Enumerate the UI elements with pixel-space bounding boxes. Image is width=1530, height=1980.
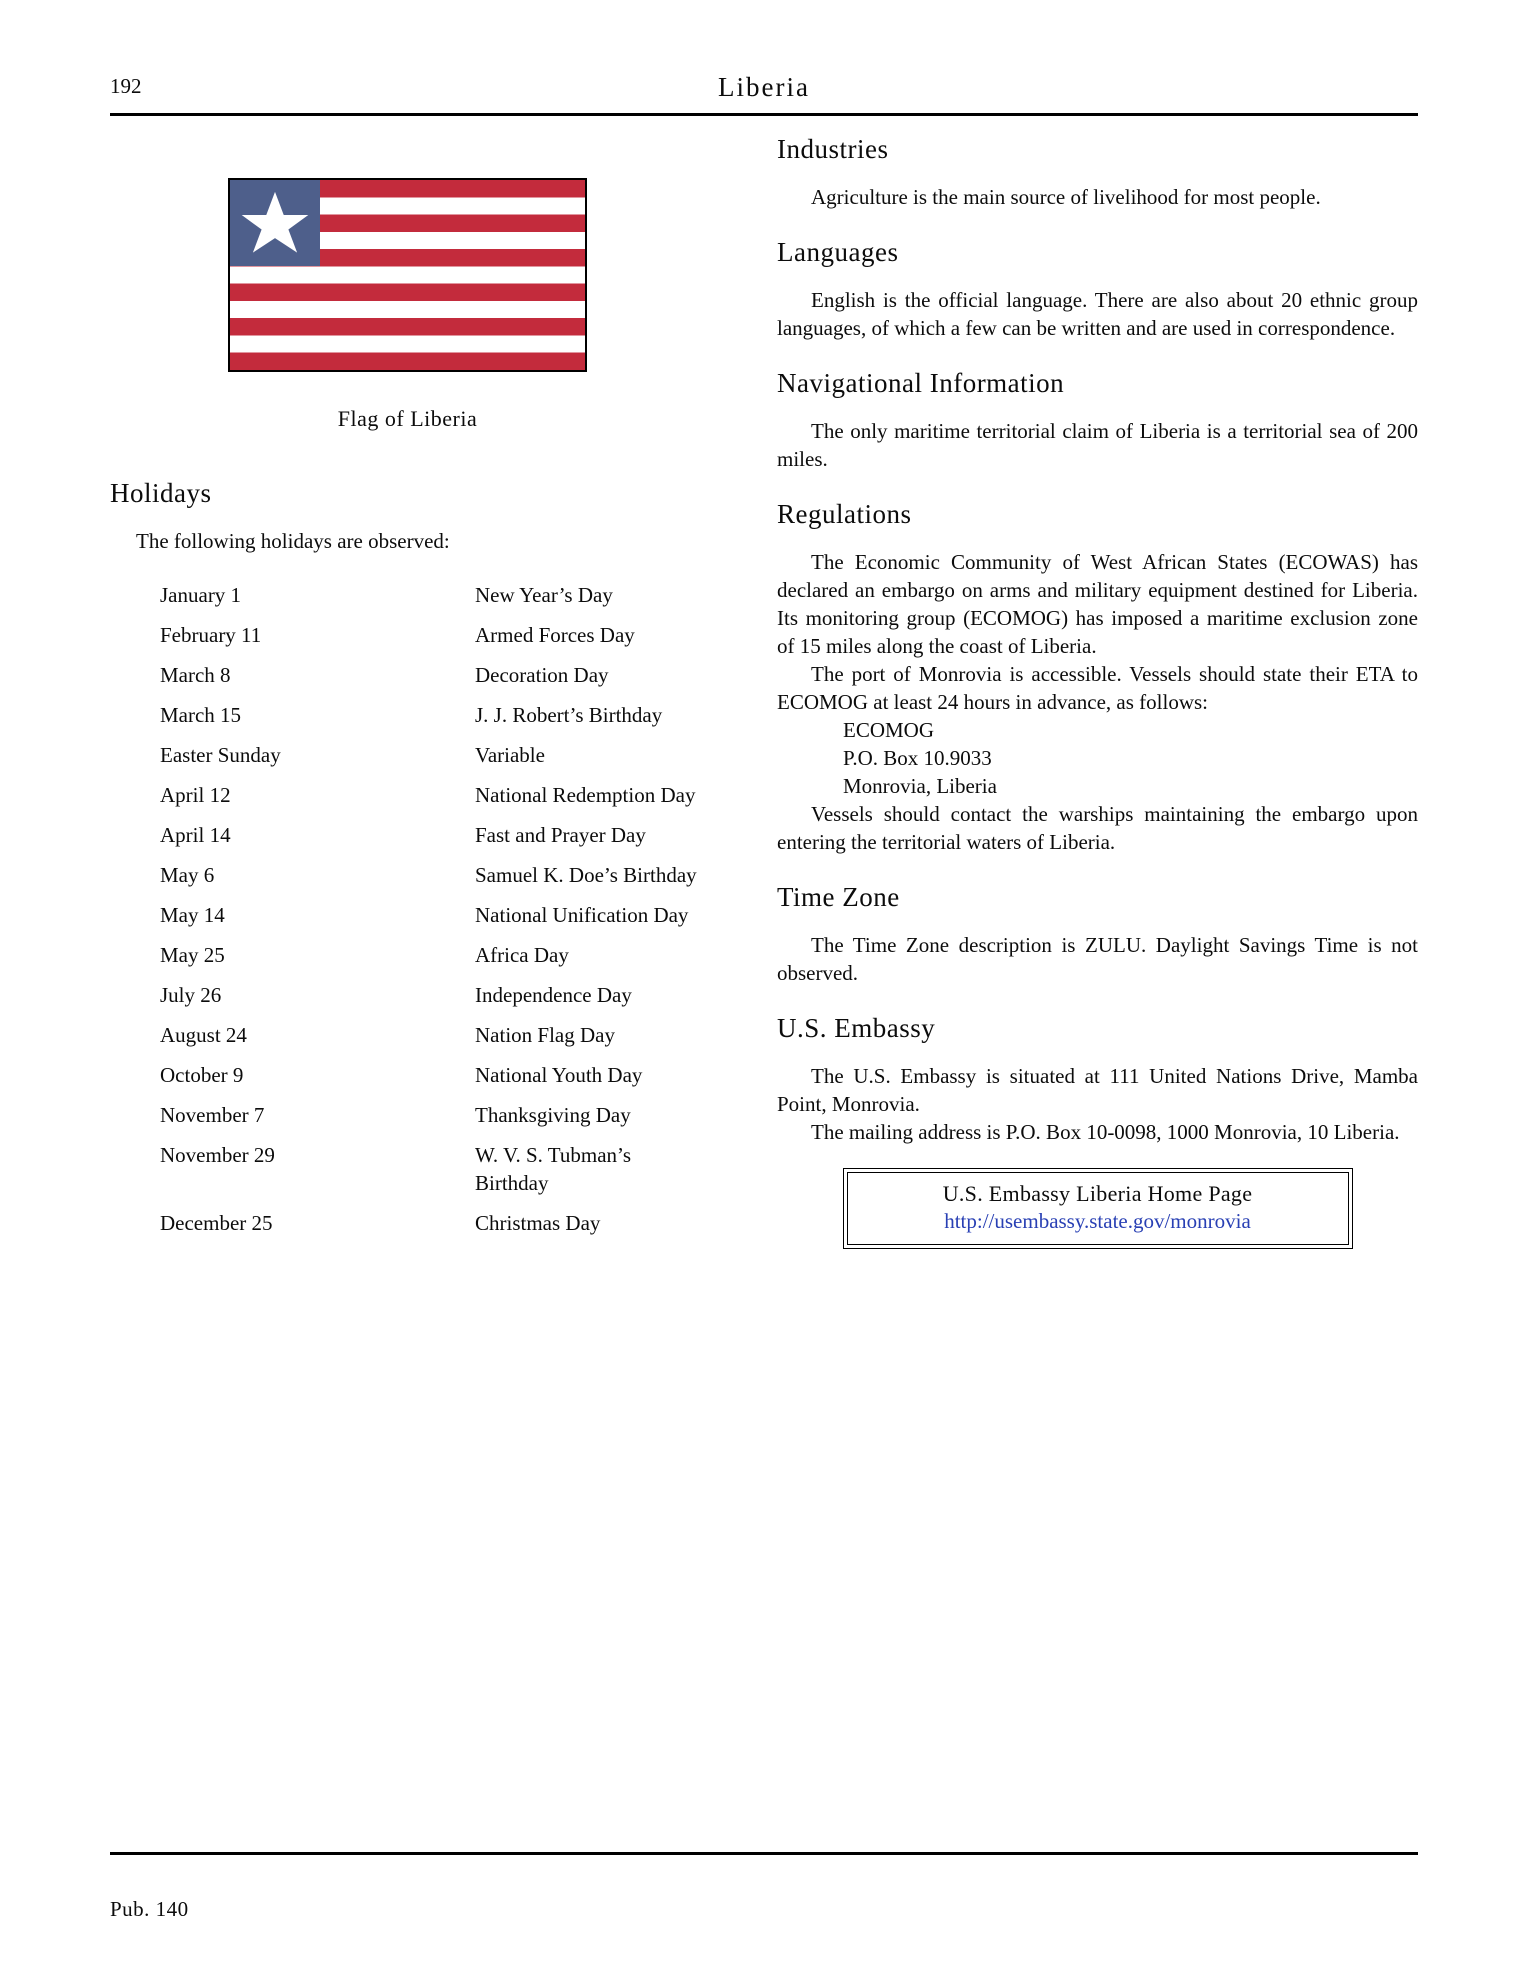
holiday-date: May 6 <box>160 863 215 887</box>
holiday-date: August 24 <box>160 1023 247 1047</box>
holidays-intro: The following holidays are observed: <box>136 529 450 553</box>
footer-rule <box>110 1852 1418 1855</box>
holidays-heading: Holidays <box>110 478 212 508</box>
holiday-date: March 8 <box>160 663 231 687</box>
holiday-date: July 26 <box>160 983 222 1007</box>
right-column <box>777 134 1418 1249</box>
holiday-date: April 12 <box>160 783 231 807</box>
holiday-date: January 1 <box>160 583 242 607</box>
page-title: Liberia <box>718 72 810 102</box>
languages-heading: Languages <box>777 237 899 267</box>
section-time-zone <box>777 882 1418 987</box>
industries-body: Agriculture is the main source of livelihood for most people. <box>811 185 1321 209</box>
holiday-name: Christmas Day <box>475 1211 601 1235</box>
regulations-heading: Regulations <box>777 499 912 529</box>
ecomog-address-line: ECOMOG <box>843 718 935 742</box>
holiday-name: Independence Day <box>475 983 632 1007</box>
section-regulations <box>777 499 1418 856</box>
holiday-name: Armed Forces Day <box>475 623 635 647</box>
flag-star-icon <box>238 186 312 260</box>
flag-figure <box>228 178 587 432</box>
holiday-name: National Unification Day <box>475 903 689 927</box>
regulations-paragraph-3: Vessels should contact the warships maintaining the embargo upon entering the territorial waters of Liberia. <box>777 802 1418 854</box>
holiday-name: Decoration Day <box>475 663 609 687</box>
section-navigational-information <box>777 368 1418 473</box>
embassy-link-box <box>843 1168 1353 1249</box>
holiday-date: May 25 <box>160 943 225 967</box>
holiday-name: National Youth Day <box>475 1063 643 1087</box>
industries-heading: Industries <box>777 134 889 164</box>
page-header <box>110 0 1418 105</box>
holiday-name: Nation Flag Day <box>475 1023 615 1047</box>
embassy-home-page-link[interactable]: http://usembassy.state.gov/monrovia <box>944 1209 1251 1233</box>
section-industries <box>777 134 1418 211</box>
navigational-information-heading: Navigational Information <box>777 368 1065 398</box>
holiday-name: Samuel K. Doe’s Birthday <box>475 863 697 887</box>
holiday-date: March 15 <box>160 703 242 727</box>
liberia-flag-image <box>228 178 587 372</box>
holiday-date: Easter Sunday <box>160 743 281 767</box>
ecomog-address-line: Monrovia, Liberia <box>843 774 997 798</box>
regulations-paragraph-2: The port of Monrovia is accessible. Vessels should state their ETA to ECOMOG at least 24 hours in advance, as follows: <box>777 662 1418 714</box>
flag-canton <box>230 180 320 266</box>
us-embassy-paragraph-2: The mailing address is P.O. Box 10-0098, 1000 Monrovia, 10 Liberia. <box>811 1120 1400 1144</box>
holiday-date: May 14 <box>160 903 225 927</box>
holiday-name: Thanksgiving Day <box>475 1103 631 1127</box>
holiday-date: October 9 <box>160 1063 244 1087</box>
page-number: 192 <box>110 74 142 98</box>
us-embassy-paragraph-1: The U.S. Embassy is situated at 111 United Nations Drive, Mamba Point, Monrovia. <box>777 1064 1418 1116</box>
holiday-name: Fast and Prayer Day <box>475 823 646 847</box>
left-column <box>110 134 705 1237</box>
languages-body: English is the official language. There are also about 20 ethnic group languages, of which a few can be written and are used in correspondence. <box>777 288 1418 340</box>
us-embassy-heading: U.S. Embassy <box>777 1013 936 1043</box>
holiday-name: W. V. S. Tubman’s Birthday <box>475 1143 632 1195</box>
flag-caption: Flag of Liberia <box>337 406 478 431</box>
holiday-date: November 7 <box>160 1103 265 1127</box>
holiday-date: February 11 <box>160 623 262 647</box>
holiday-name: Africa Day <box>475 943 569 967</box>
page-footer <box>110 1852 1418 1922</box>
section-languages <box>777 237 1418 342</box>
ecomog-address-line: P.O. Box 10.9033 <box>843 746 992 770</box>
holiday-name: National Redemption Day <box>475 783 696 807</box>
regulations-paragraph-1: The Economic Community of West African States (ECOWAS) has declared an embargo on arms and military equipment destined for Liberia. Its monitoring group (ECOMOG) has imposed a maritime exclusion zone of 15 miles along the coast of Liberia. <box>777 550 1418 658</box>
holiday-date: December 25 <box>160 1211 273 1235</box>
time-zone-heading: Time Zone <box>777 882 900 912</box>
time-zone-body: The Time Zone description is ZULU. Daylight Savings Time is not observed. <box>777 933 1418 985</box>
holiday-table <box>110 581 705 1237</box>
navigational-information-body: The only maritime territorial claim of Liberia is a territorial sea of 200 miles. <box>777 419 1418 471</box>
section-us-embassy <box>777 1013 1418 1249</box>
embassy-link-box-inner <box>847 1172 1349 1245</box>
publication-number: Pub. 140 <box>110 1897 189 1921</box>
holiday-name: New Year’s Day <box>475 583 613 607</box>
holiday-name: Variable <box>475 743 545 767</box>
page-columns <box>0 116 1530 1249</box>
embassy-box-title: U.S. Embassy Liberia Home Page <box>942 1181 1253 1206</box>
holiday-date: November 29 <box>160 1143 275 1167</box>
holiday-name: J. J. Robert’s Birthday <box>475 703 663 727</box>
holiday-date: April 14 <box>160 823 231 847</box>
